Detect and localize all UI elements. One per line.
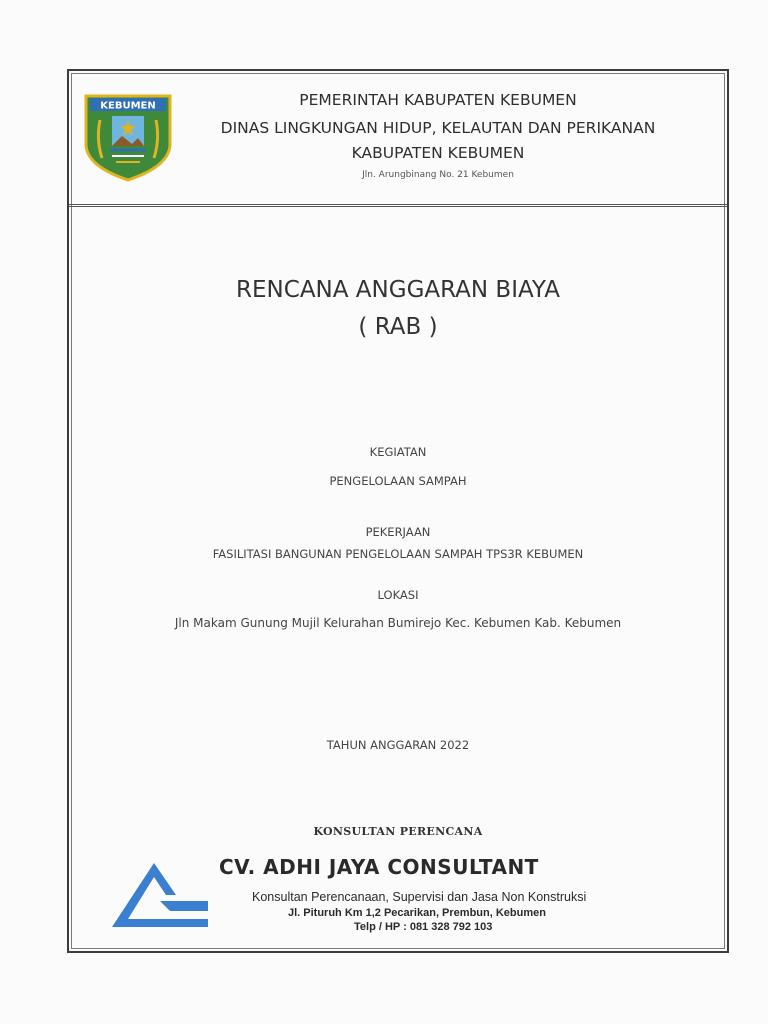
letterhead-government: PEMERINTAH KABUPATEN KEBUMEN	[299, 91, 577, 109]
kegiatan-label: KEGIATAN	[369, 445, 427, 459]
document-subtitle: ( RAB )	[358, 314, 438, 340]
document-frame	[67, 69, 729, 953]
pekerjaan-label: PEKERJAAN	[365, 525, 431, 539]
document-title: RENCANA ANGGARAN BIAYA	[236, 277, 560, 303]
company-address: Jl. Pituruh Km 1,2 Pecarikan, Prembun, Kebumen	[288, 907, 546, 919]
pekerjaan-value: FASILITASI BANGUNAN PENGELOLAAN SAMPAH TPS3R KEBUMEN	[212, 547, 584, 561]
company-name: CV. ADHI JAYA CONSULTANT	[219, 855, 539, 879]
lokasi-value: Jln Makam Gunung Mujil Kelurahan Bumirejo Kec. Kebumen Kab. Kebumen	[174, 616, 622, 630]
lokasi-label: LOKASI	[377, 588, 419, 602]
kegiatan-value: PENGELOLAAN SAMPAH	[329, 474, 467, 488]
company-phone: Telp / HP : 081 328 792 103	[354, 921, 493, 933]
emblem-text: KEBUMEN	[100, 100, 156, 112]
company-logo-icon	[112, 861, 208, 929]
letterhead	[69, 71, 727, 207]
company-services: Konsultan Perencanaan, Supervisi dan Jasa Non Konstruksi	[252, 890, 587, 904]
letterhead-address: Jln. Arungbinang No. 21 Kebumen	[362, 170, 514, 180]
tahun-anggaran: TAHUN ANGGARAN 2022	[326, 738, 470, 752]
consultant-label: KONSULTAN PERENCANA	[313, 825, 483, 838]
letterhead-agency: DINAS LINGKUNGAN HIDUP, KELAUTAN DAN PERIKANAN	[220, 119, 656, 137]
letterhead-regency: KABUPATEN KEBUMEN	[351, 144, 525, 162]
